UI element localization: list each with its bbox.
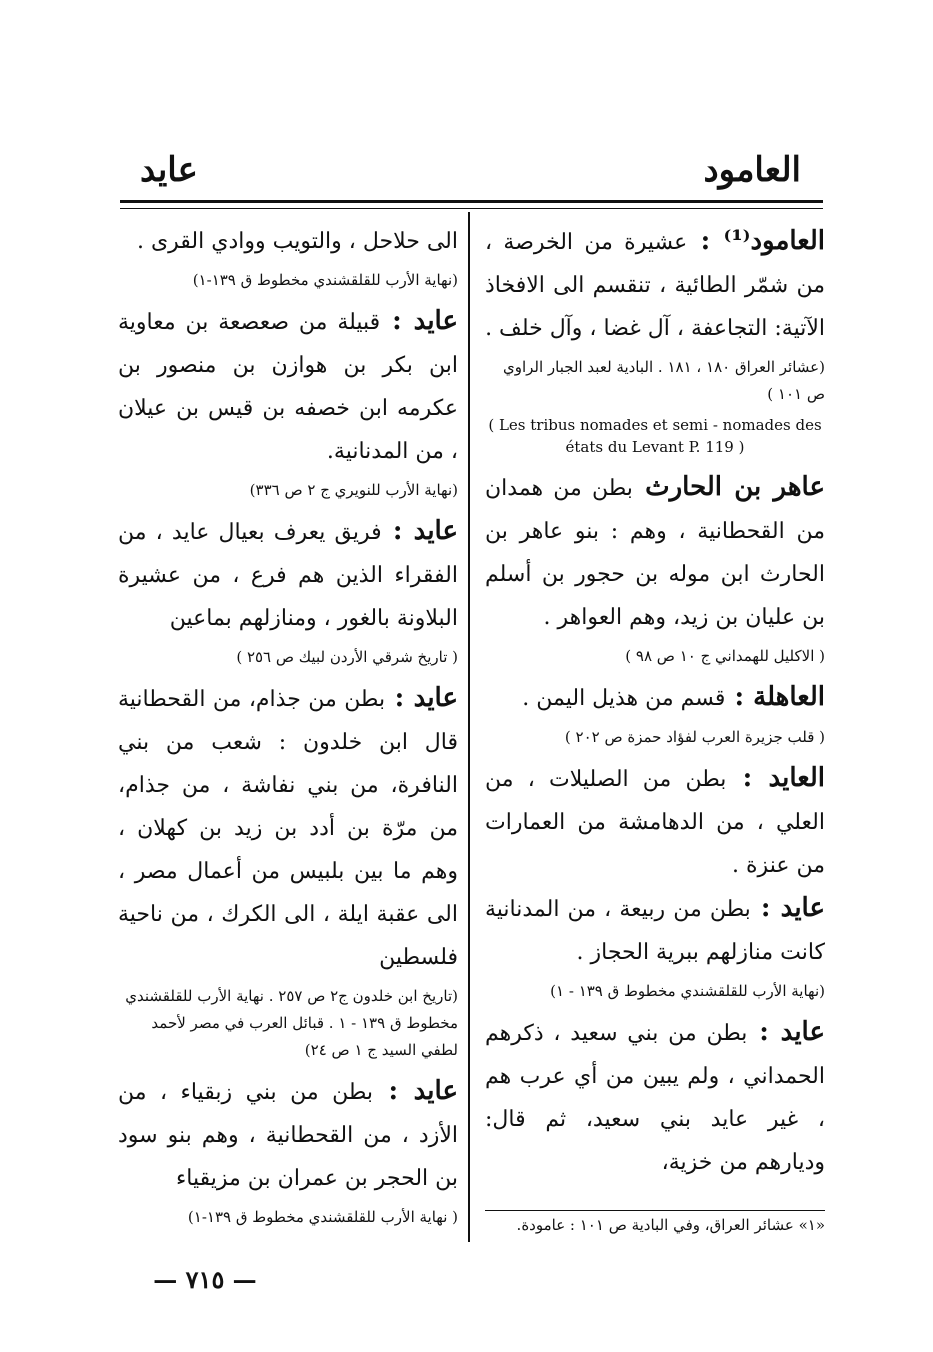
entry-paragraph xyxy=(485,676,825,720)
reference: (نهاية الأرب للقلقشندي مخطوط ق ١٣٩-١) xyxy=(192,271,458,289)
entry-title: عايد : xyxy=(385,683,458,713)
entry-paragraph xyxy=(118,220,458,263)
reference-french: ( Les tribus nomades et semi - nomades des états du Levant P. 119 ) xyxy=(488,416,822,456)
entry-title: عايد : xyxy=(373,1076,458,1106)
running-head-right: العامود xyxy=(703,150,801,190)
entry-title: عايد : xyxy=(750,893,825,923)
page-number: — ٧١٥ — xyxy=(153,1265,257,1294)
entry-paragraph xyxy=(485,1011,825,1184)
entry-title: العاهلة : xyxy=(725,682,825,712)
right-column xyxy=(485,220,825,1184)
entry-paragraph xyxy=(118,1070,458,1200)
entry-text: بطن من ربيعة ، من المدنانية كانت منازلهم ببرية الحجاز . xyxy=(485,897,825,965)
reference: ( نهاية الأرب للقلقشندي مخطوط ق ١٣٩-١) xyxy=(187,1208,458,1226)
reference: ( قلب جزيرة العرب لفؤاد حمزة ص ٢٠٢ ) xyxy=(564,728,825,746)
entry-paragraph xyxy=(485,757,825,887)
entry-text: قسم من هذيل اليمن . xyxy=(522,686,726,711)
entry-text: فريق يعرف بعيال عايد ، من الفقراء الذين هم فرع ، من عشيرة البلاونة بالغور ، ومنازلهم بماعين xyxy=(118,520,458,631)
entry-paragraph xyxy=(118,677,458,979)
entry-title: عايد : xyxy=(747,1017,825,1047)
entry-title: العامود⁽¹⁾ : xyxy=(687,226,825,256)
footnote: «١» عشائر العراق، وفي البادية ص ١٠١ : عامودة. xyxy=(516,1216,825,1234)
entry-text: بطن من الصليلات ، من العلي ، من الدهامشة من العمارات من عنزة . xyxy=(485,767,825,878)
entry-title: عايد : xyxy=(380,306,458,336)
footnote-rule xyxy=(485,1210,825,1211)
entry-paragraph xyxy=(485,220,825,350)
reference: ( الاكليل للهمداني ج ١٠ ص ٩٨ ) xyxy=(625,647,825,665)
entry-text: عشيرة من الخرصة ، من شمّر الطائية ، تنقسم الى الافخاذ الآتية: التجاعفة ، آل غضا ، وآل خلف . xyxy=(485,230,825,341)
entry-paragraph xyxy=(485,887,825,974)
entry-paragraph xyxy=(118,300,458,473)
entry-paragraph xyxy=(118,510,458,640)
header-rule-thin xyxy=(120,208,823,209)
column-divider xyxy=(468,212,470,1242)
entry-text: قبيلة من صعصعة بن معاوية ابن بكر بن هوازن بن منصور بن عكرمه ابن خصفه بن قيس بن عيلان ، من المدنانية. xyxy=(118,310,458,464)
entry-text: بطن من بني سعيد ، ذكرهم الحمداني ، ولم يبين من أي عرب هم ، غير عايد بني سعيد، ثم قال: وديارهم من خزية، xyxy=(485,1021,825,1175)
reference: (تاريخ ابن خلدون ج٢ ص ٢٥٧ . نهاية الأرب للقلقشندي مخطوط ق ١٣٩ - ١ . قبائل العرب في مصر لأحمد لطفي السيد ج ١ ص ٢٤) xyxy=(125,987,458,1059)
entry-text: بطن من همدان من القحطانية ، وهم : بنو عاهر بن الحارث ابن موله بن حجور بن أسلم بن عليان بن زيد، وهم العواهر . xyxy=(485,476,825,630)
running-head-left: عايد xyxy=(140,150,198,190)
header-rule-thick xyxy=(120,200,823,203)
reference: (نهاية الأرب للنويري ج ٢ ص ٣٣٦) xyxy=(249,481,458,499)
entry-paragraph xyxy=(485,466,825,639)
reference: (عشائر العراق ١٨٠ ، ١٨١ . البادية لعبد الجبار الراوي ص ١٠١ ) xyxy=(502,358,825,403)
entry-text: بطن من جذام، من القحطانية قال ابن خلدون : شعب من بني النافرة، من بني نفاشة ، من جذام، من مرّة بن أدد بن زيد بن كهلان ، وهم ما بين بلبيس من أعمال مصر ، الى عقبة ايلة ، الى الكرك ، من ناحية فلسطين xyxy=(118,687,458,970)
reference: ( تاريخ شرقي الأردن لبيك ص ٢٥٦ ) xyxy=(236,648,458,666)
reference: (نهاية الأرب للقلقشندي مخطوط ق ١٣٩ - ١) xyxy=(550,982,825,1000)
entry-title: العايد : xyxy=(726,763,825,793)
entry-title: عايد : xyxy=(381,516,458,546)
entry-text: بطن من بني زبقياء ، من الأزد ، من القحطانية ، وهم بنو سود بن الحجر بن عمران بن مزيقياء xyxy=(118,1080,458,1191)
left-column xyxy=(118,220,458,1237)
entry-title: عاهر بن الحارث xyxy=(632,472,825,502)
entry-text: الى حلاحل ، والتويب ووادي القرى . xyxy=(136,229,458,254)
